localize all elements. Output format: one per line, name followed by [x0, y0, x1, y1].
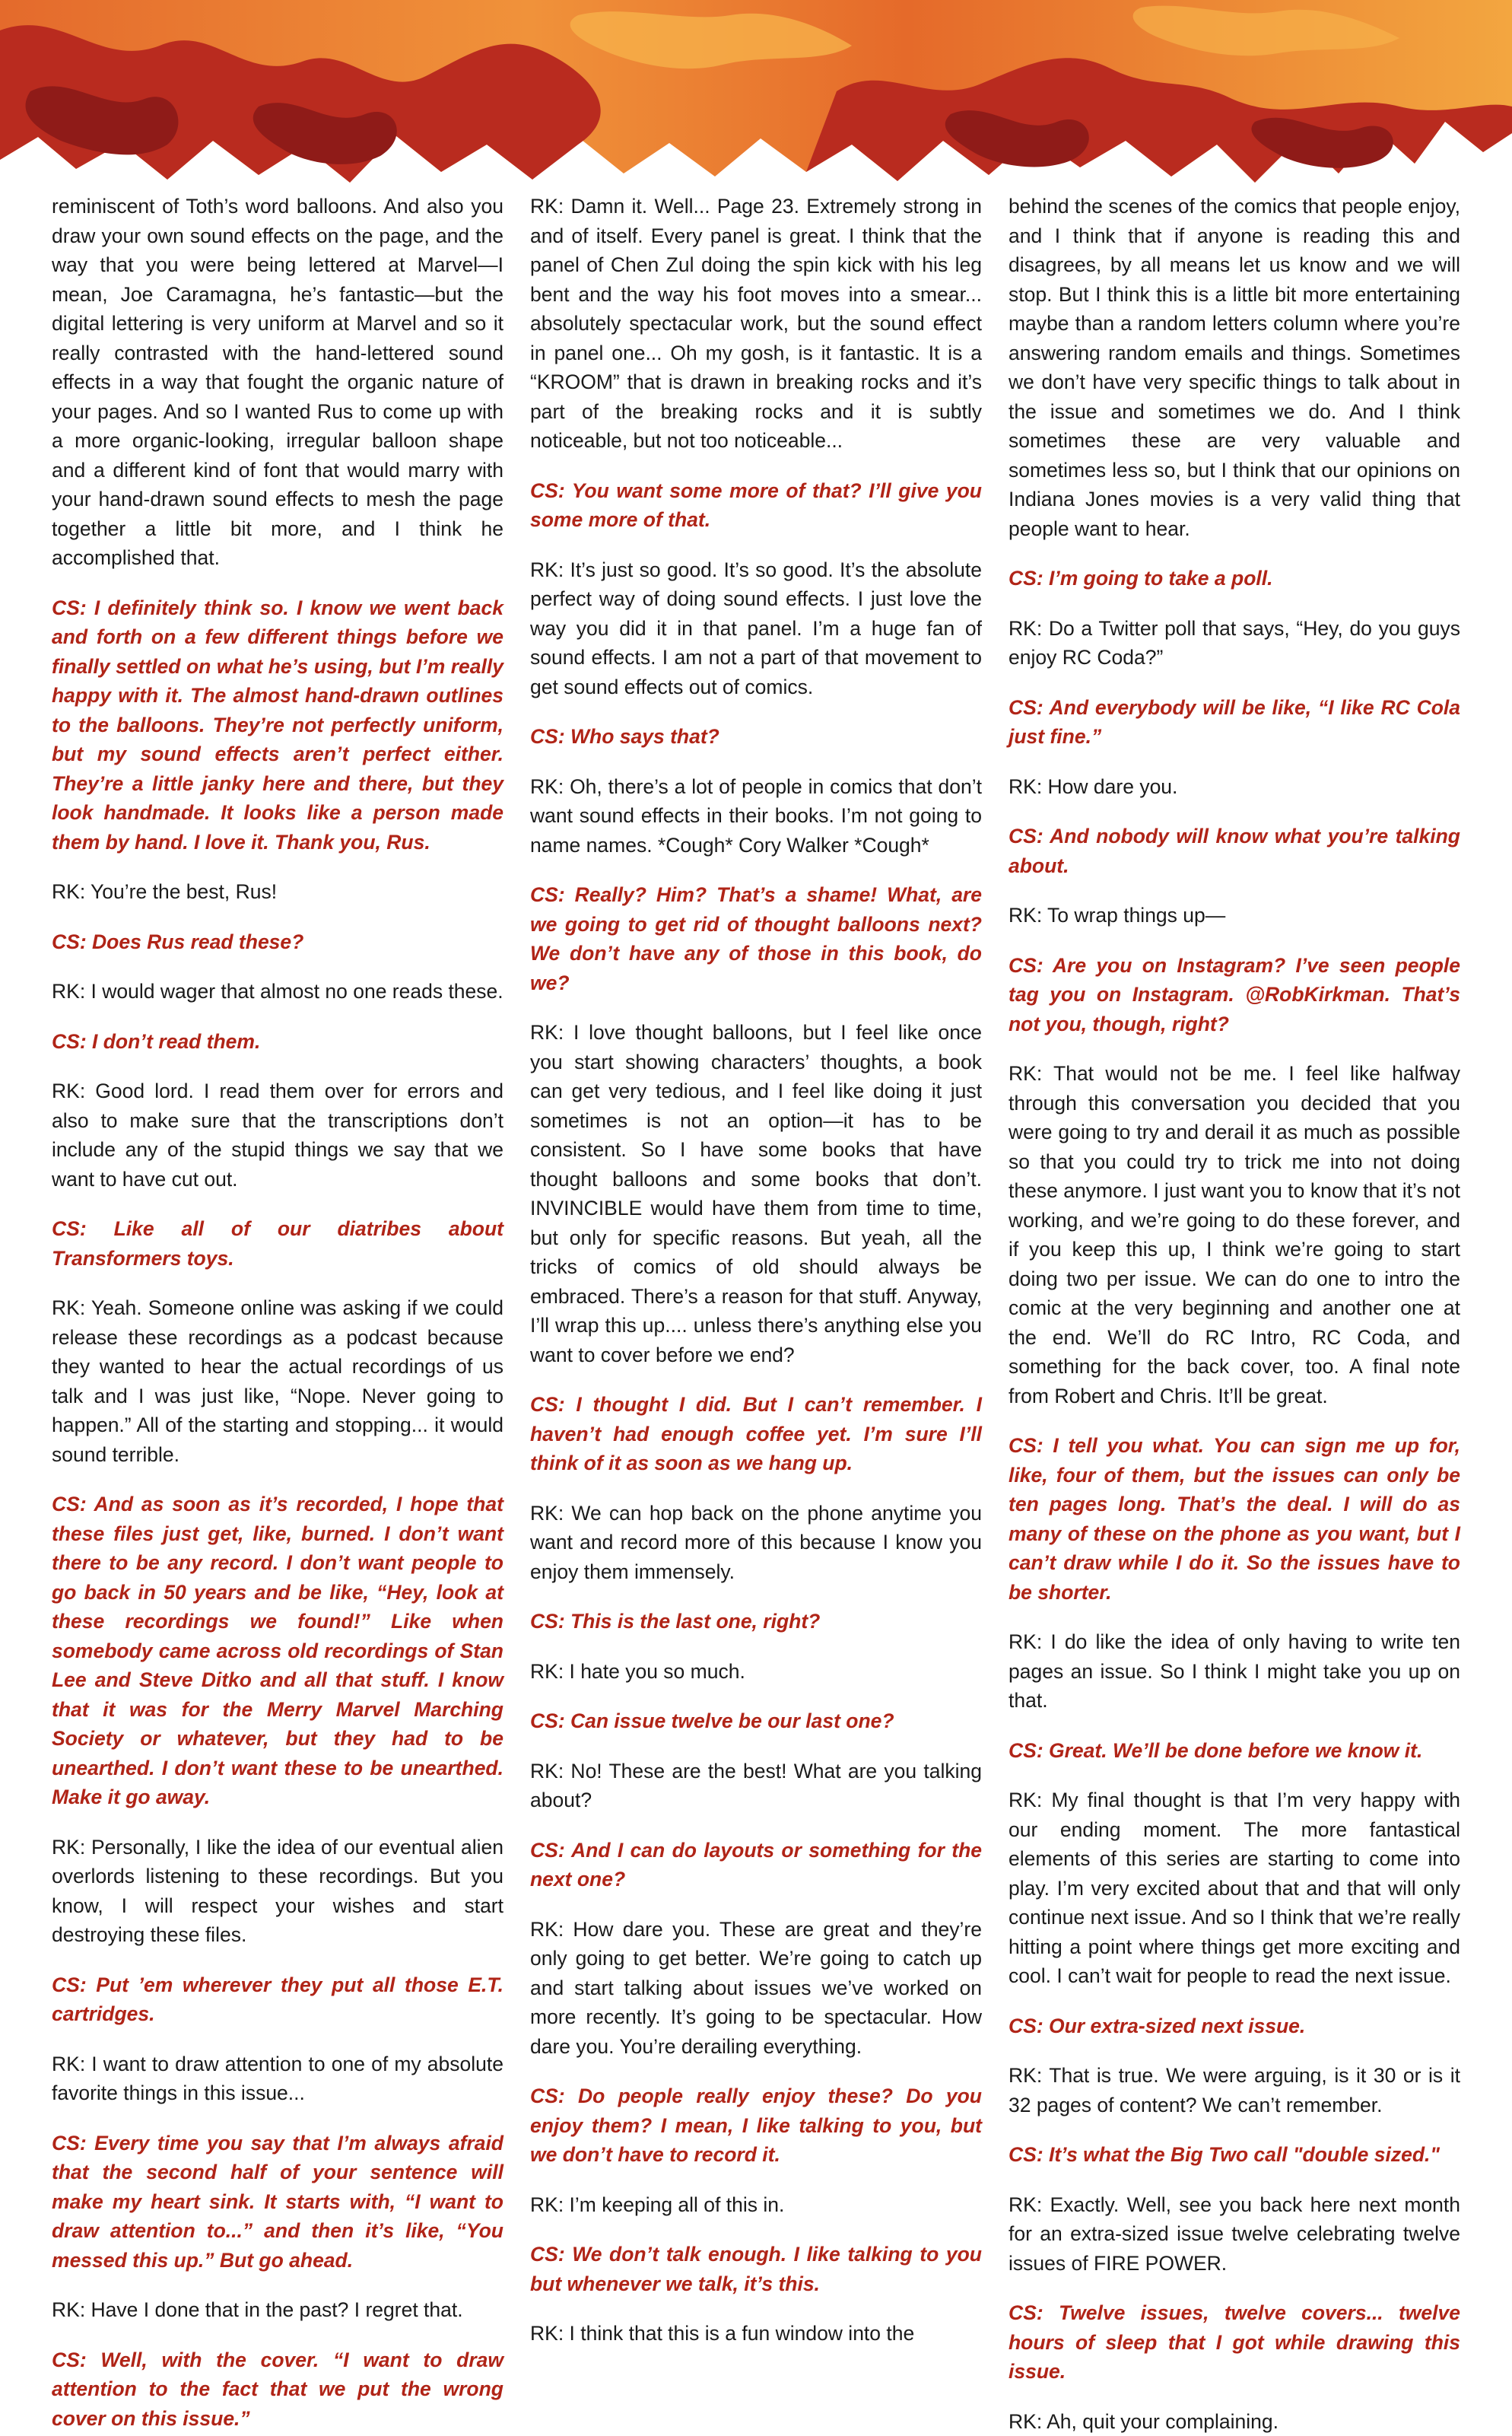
- rk-dialogue-paragraph: RK: Have I done that in the past? I regret that.: [52, 2295, 503, 2325]
- rk-dialogue-paragraph: RK: I love thought balloons, but I feel like once you start showing characters’ thoughts, a book can get very tedious, and I feel like doing it just sometimes is not an option—it has to be consistent. So I have some books that have thought balloons and some books that don’t. INVINCIBLE would have them from time to time, but only for specific reasons. But yeah, all the tricks of comics of old should always be embraced. There’s a reason for that stuff. Anyway, I’ll wrap this up.... unless there’s anything else you want to cover before we end?: [530, 1018, 982, 1369]
- cs-dialogue-paragraph: CS: Does Rus read these?: [52, 927, 503, 957]
- rk-dialogue-paragraph: RK: How dare you.: [1009, 772, 1460, 802]
- article-column-right: [1009, 192, 1460, 2291]
- rk-dialogue-paragraph: RK: I’m keeping all of this in.: [530, 2190, 982, 2220]
- cs-dialogue-paragraph: CS: Who says that?: [530, 722, 982, 752]
- rk-dialogue-paragraph: behind the scenes of the comics that people enjoy, and I think that if anyone is reading this and disagrees, by all means let us know and we will stop. But I think this is a little bit more entertaining maybe than a random letters column where you’re answering random emails and things. Sometimes we don’t have very specific things to talk about in the issue and sometimes we do. And I think sometimes these are very valuable and sometimes less so, but I think that our opinions on Indiana Jones movies is a very valid thing that people want to hear.: [1009, 192, 1460, 543]
- cs-dialogue-paragraph: CS: This is the last one, right?: [530, 1607, 982, 1636]
- rk-dialogue-paragraph: RK: I hate you so much.: [530, 1657, 982, 1687]
- cs-dialogue-paragraph: CS: And I can do layouts or something for the next one?: [530, 1836, 982, 1894]
- cs-dialogue-paragraph: CS: Like all of our diatribes about Transformers toys.: [52, 1214, 503, 1273]
- rk-dialogue-paragraph: RK: Ah, quit your complaining.: [1009, 2407, 1460, 2436]
- rk-dialogue-paragraph: reminiscent of Toth’s word balloons. And also you draw your own sound effects on the page, and the way that you were being lettered at Marvel—I mean, Joe Caramagna, he’s fantastic—but the digital lettering is very uniform at Marvel and so it really contrasted with the hand-lettered sound effects in a way that fought the organic nature of your pages. And so I wanted Rus to come up with a more organic-looking, irregular balloon shape and a different kind of font that would marry with your hand-drawn sound effects to mesh the page together a little bit more, and I think he accomplished that.: [52, 192, 503, 573]
- rk-dialogue-paragraph: RK: How dare you. These are great and they’re only going to get better. We’re going to catch up and start talking about issues we’ve worked on more recently. It’s going to be spectacular. How dare you. You’re derailing everything.: [530, 1915, 982, 2062]
- rk-dialogue-paragraph: RK: I would wager that almost no one reads these.: [52, 977, 503, 1007]
- cs-dialogue-paragraph: CS: We don’t talk enough. I like talking to you but whenever we talk, it’s this.: [530, 2240, 982, 2298]
- rk-dialogue-paragraph: RK: Yeah. Someone online was asking if we could release these recordings as a podcast because they wanted to hear the actual recordings of us talk and I was just like, “Nope. Never going to happen.” All of the starting and stopping... it would sound terrible.: [52, 1293, 503, 1469]
- cs-dialogue-paragraph: CS: I tell you what. You can sign me up for, like, four of them, but the issues can only be ten pages long. That’s the deal. I will do as many of these on the phone as you want, but I can’t draw while I do it. So the issues have to be shorter.: [1009, 1431, 1460, 1607]
- rk-dialogue-paragraph: RK: I think that this is a fun window into the: [530, 2319, 982, 2349]
- cs-dialogue-paragraph: CS: And nobody will know what you’re talking about.: [1009, 822, 1460, 880]
- cs-dialogue-paragraph: CS: Well, with the cover. “I want to draw attention to the fact that we put the wrong cover on this issue.”: [52, 2345, 503, 2434]
- rk-dialogue-paragraph: RK: Oh, there’s a lot of people in comics that don’t want sound effects in their books. I’m not going to name names. *Cough* Cory Walker *Cough*: [530, 772, 982, 860]
- cs-dialogue-paragraph: CS: It’s what the Big Two call "double sized.": [1009, 2140, 1460, 2170]
- rk-dialogue-paragraph: RK: It’s just so good. It’s so good. It’s the absolute perfect way of doing sound effects. I just love the way you did it in that panel. I’m a huge fan of sound effects. I am not a part of that movement to get sound effects out of comics.: [530, 555, 982, 702]
- cs-dialogue-paragraph: CS: Great. We’ll be done before we know it.: [1009, 1736, 1460, 1766]
- rk-dialogue-paragraph: RK: That is true. We were arguing, is it 30 or is it 32 pages of content? We can’t remember.: [1009, 2061, 1460, 2120]
- cs-dialogue-paragraph: CS: Our extra-sized next issue.: [1009, 2011, 1460, 2041]
- rk-dialogue-paragraph: RK: Damn it. Well... Page 23. Extremely strong in and of itself. Every panel is great. I think that the panel of Chen Zul doing the spin kick with his leg bent and the way his foot moves into a smear... absolutely spectacular work, but the sound effect in panel one... Oh my gosh, is it fantastic. It is a “KROOM” that is drawn in breaking rocks and it’s part of the breaking rocks and it is subtly noticeable, but not too noticeable...: [530, 192, 982, 456]
- rk-dialogue-paragraph: RK: To wrap things up—: [1009, 901, 1460, 930]
- rk-dialogue-paragraph: RK: Exactly. Well, see you back here next month for an extra-sized issue twelve celebrating twelve issues of FIRE POWER.: [1009, 2190, 1460, 2279]
- header-flame-banner: [0, 0, 1512, 190]
- cs-dialogue-paragraph: CS: I’m going to take a poll.: [1009, 564, 1460, 593]
- rk-dialogue-paragraph: RK: We can hop back on the phone anytime you want and record more of this because I know you enjoy them immensely.: [530, 1499, 982, 1587]
- rk-dialogue-paragraph: RK: Personally, I like the idea of our eventual alien overlords listening to these recordings. But you know, I will respect your wishes and start destroying these files.: [52, 1833, 503, 1950]
- cs-dialogue-paragraph: CS: Do people really enjoy these? Do you enjoy them? I mean, I like talking to you, but we don’t have to record it.: [530, 2081, 982, 2170]
- rk-dialogue-paragraph: RK: I want to draw attention to one of my absolute favorite things in this issue...: [52, 2050, 503, 2108]
- article-column-middle: [530, 192, 982, 2291]
- rk-dialogue-paragraph: RK: I do like the idea of only having to write ten pages an issue. So I think I might take you up on that.: [1009, 1627, 1460, 1716]
- cs-dialogue-paragraph: CS: And everybody will be like, “I like RC Cola just fine.”: [1009, 693, 1460, 752]
- rk-dialogue-paragraph: RK: That would not be me. I feel like halfway through this conversation you decided that you were going to try and derail it as much as possible so that you could try to trick me into not doing these anymore. I just want you to know that it’s not working, and we’re going to do these forever, and if you keep this up, I think we’re going to start doing two per issue. We can do one to intro the comic at the very beginning and another one at the end. We’ll do RC Intro, RC Coda, and something for the back cover, too. A final note from Robert and Chris. It’ll be great.: [1009, 1059, 1460, 1410]
- cs-dialogue-paragraph: CS: Are you on Instagram? I’ve seen people tag you on Instagram. @RobKirkman. That’s not you, though, right?: [1009, 951, 1460, 1039]
- cs-dialogue-paragraph: CS: You want some more of that? I’ll give you some more of that.: [530, 476, 982, 535]
- cs-dialogue-paragraph: CS: And as soon as it’s recorded, I hope that these files just get, like, burned. I don’t want there to be any record. I don’t want people to go back in 50 years and be like, “Hey, look at these recordings we found!” Like when somebody came across old recordings of Stan Lee and Steve Ditko and all that stuff. I know that it was for the Merry Marvel Marching Society or whatever, but they had to be unearthed. I don’t want these to be unearthed. Make it go away.: [52, 1490, 503, 1812]
- rk-dialogue-paragraph: RK: My final thought is that I’m very happy with our ending moment. The more fantastical elements of this series are starting to come into play. I’m very excited about that and that will only continue next issue. And so I think that we’re really hitting a point where things get more exciting and cool. I can’t wait for people to read the next issue.: [1009, 1786, 1460, 1991]
- cs-dialogue-paragraph: CS: Put ’em wherever they put all those E.T. cartridges.: [52, 1970, 503, 2029]
- cs-dialogue-paragraph: CS: I thought I did. But I can’t remember. I haven’t had enough coffee yet. I’m sure I’ll think of it as soon as we hang up.: [530, 1390, 982, 1478]
- article-body: [52, 192, 1460, 2291]
- cs-dialogue-paragraph: CS: Twelve issues, twelve covers... twelve hours of sleep that I got while drawing this issue.: [1009, 2298, 1460, 2387]
- article-column-left: [52, 192, 503, 2291]
- cs-dialogue-paragraph: CS: Can issue twelve be our last one?: [530, 1706, 982, 1736]
- cs-dialogue-paragraph: CS: Really? Him? That’s a shame! What, are we going to get rid of thought balloons next? We don’t have any of those in this book, do we?: [530, 880, 982, 997]
- rk-dialogue-paragraph: RK: No! These are the best! What are you talking about?: [530, 1757, 982, 1815]
- rk-dialogue-paragraph: RK: You’re the best, Rus!: [52, 877, 503, 907]
- cs-dialogue-paragraph: CS: Every time you say that I’m always afraid that the second half of your sentence will make my heart sink. It starts with, “I want to draw attention to...” and then it’s like, “You messed this up.” But go ahead.: [52, 2129, 503, 2275]
- cs-dialogue-paragraph: CS: I don’t read them.: [52, 1027, 503, 1057]
- rk-dialogue-paragraph: RK: Good lord. I read them over for errors and also to make sure that the transcriptions don’t include any of the stupid things we say that we want to have cut out.: [52, 1076, 503, 1194]
- rk-dialogue-paragraph: RK: Do a Twitter poll that says, “Hey, do you guys enjoy RC Coda?”: [1009, 614, 1460, 673]
- cs-dialogue-paragraph: CS: I definitely think so. I know we went back and forth on a few different things before we finally settled on what he’s using, but I’m really happy with it. The almost hand-drawn outlines to the balloons. They’re not perfectly uniform, but my sound effects aren’t perfect either. They’re a little janky here and there, but they look handmade. It looks like a person made them by hand. I love it. Thank you, Rus.: [52, 593, 503, 857]
